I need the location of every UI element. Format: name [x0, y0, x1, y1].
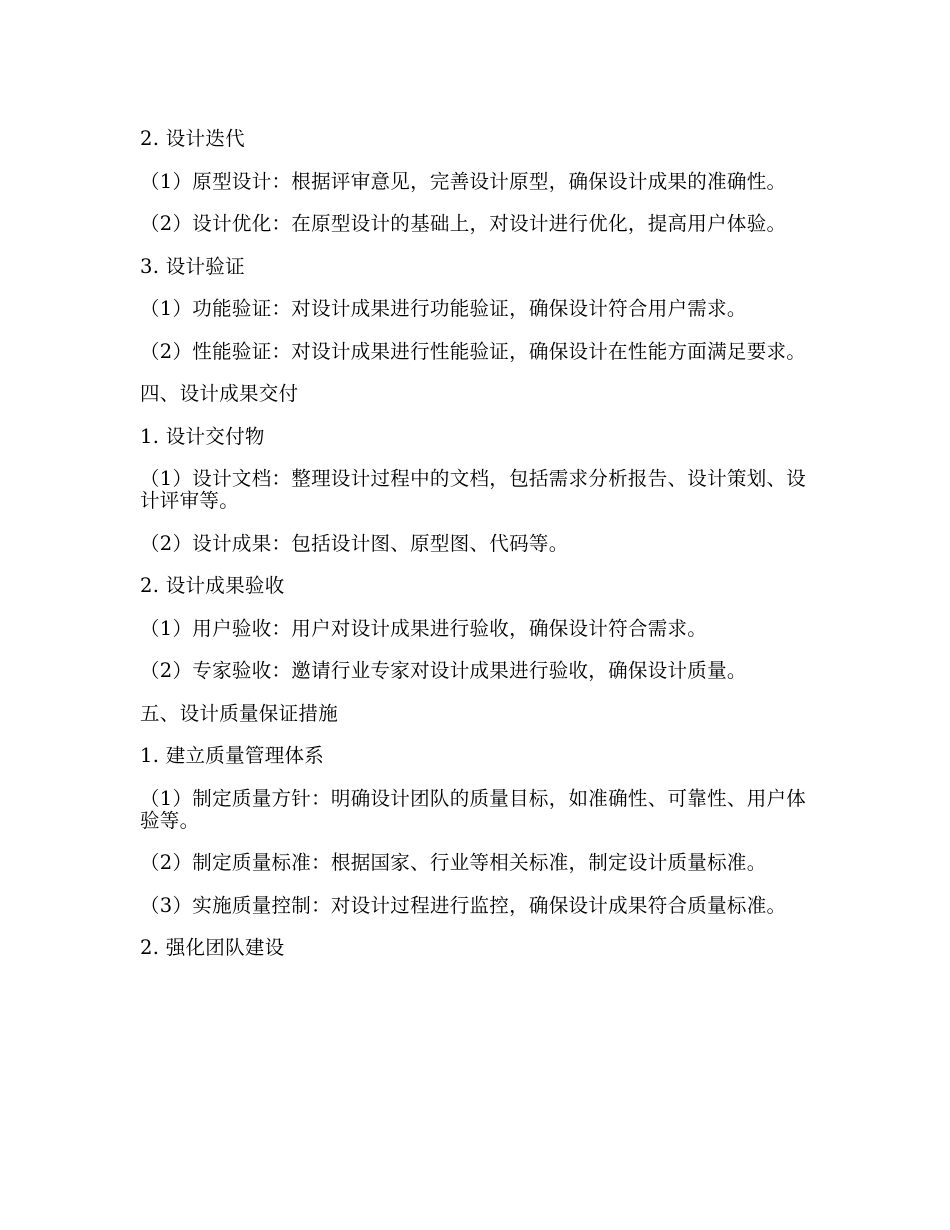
chapter-heading-quality-assurance: 五、设计质量保证措施: [140, 701, 339, 725]
list-item-design-documents: （1）设计文档：整理设计过程中的文档，包括需求分析报告、设计策划、设计评审等。: [140, 467, 807, 512]
document-body: [140, 128, 810, 980]
section-heading-team-building: 2. 强化团队建设: [140, 936, 285, 959]
list-item-function-verification: （1）功能验证：对设计成果进行功能验证，确保设计符合用户需求。: [140, 297, 747, 320]
section-heading-design-deliverables: 1. 设计交付物: [140, 424, 265, 448]
list-item-design-optimization: （2）设计优化：在原型设计的基础上，对设计进行优化，提高用户体验。: [140, 212, 787, 235]
section-heading-design-iteration: 2. 设计迭代: [140, 127, 245, 150]
section-heading-quality-system: 1. 建立质量管理体系: [140, 744, 325, 767]
list-item-quality-control: （3）实施质量控制：对设计过程进行监控，确保设计成果符合质量标准。: [140, 893, 787, 917]
section-heading-design-verification: 3. 设计验证: [140, 254, 245, 278]
chapter-heading-deliverables: 四、设计成果交付: [140, 382, 299, 405]
list-item-performance-verification: （2）性能验证：对设计成果进行性能验证，确保设计在性能方面满足要求。: [140, 339, 807, 363]
list-item-design-results: （2）设计成果：包括设计图、原型图、代码等。: [140, 531, 569, 555]
section-heading-acceptance: 2. 设计成果验收: [140, 574, 285, 597]
list-item-quality-standard: （2）制定质量标准：根据国家、行业等相关标准，制定设计质量标准。: [140, 851, 767, 874]
list-item-prototype-design: （1）原型设计：根据评审意见，完善设计原型，确保设计成果的准确性。: [140, 169, 787, 193]
list-item-quality-policy: （1）制定质量方针：明确设计团队的质量目标，如准确性、可靠性、用户体验等。: [140, 786, 807, 832]
list-item-expert-acceptance: （2）专家验收：邀请行业专家对设计成果进行验收，确保设计质量。: [140, 659, 747, 682]
list-item-user-acceptance: （1）用户验收：用户对设计成果进行验收，确保设计符合需求。: [140, 616, 708, 640]
